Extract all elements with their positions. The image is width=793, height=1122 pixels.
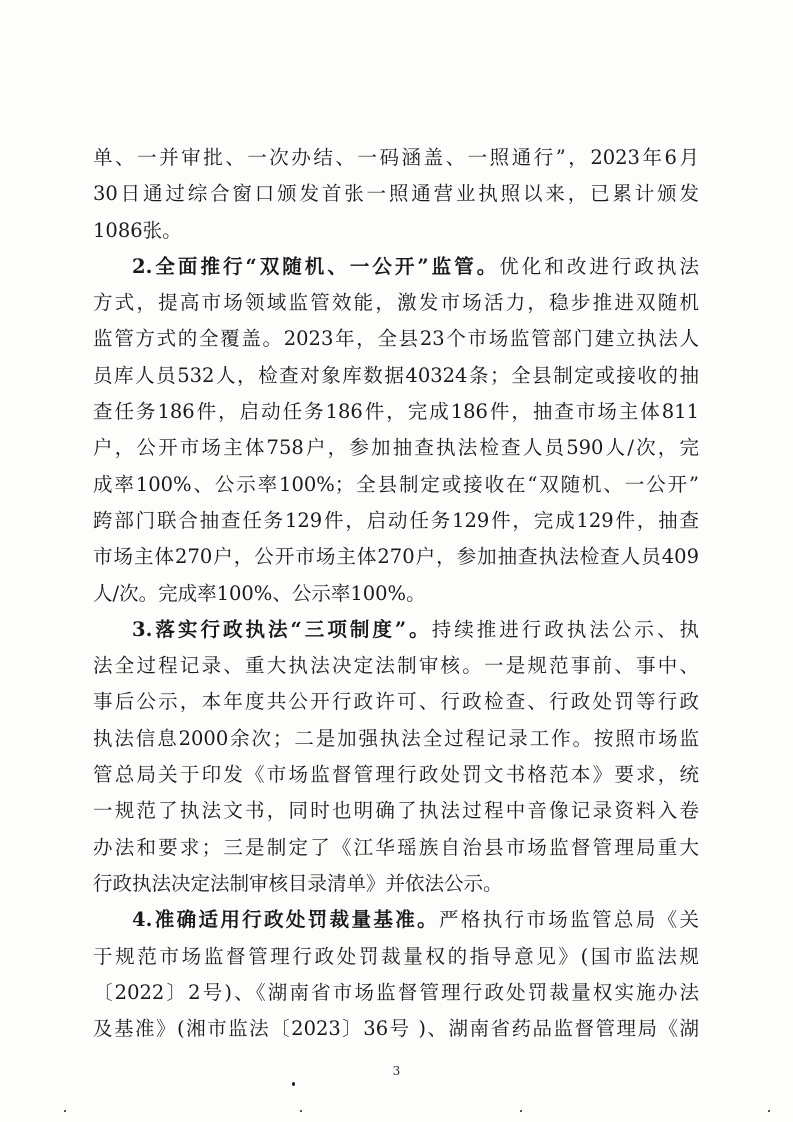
text-line: 办法和要求；三是制定了《江华瑶族自治县市场监督管理局重大: [93, 835, 699, 859]
paragraph-discretion: [93, 902, 699, 1047]
text-line: 员库人员532人，检查对象库数据40324条；全县制定或接收的抽: [93, 363, 699, 387]
text-line: 查任务186件，启动任务186件，完成186件，抽查市场主体811: [93, 400, 699, 424]
text-line: [93, 612, 699, 648]
text-line: 监管方式的全覆盖。2023年，全县23个市场监管部门建立执法人: [93, 327, 699, 351]
text-line: 跨部门联合抽查任务129件，启动任务129件，完成129件，抽查: [93, 508, 699, 532]
text-line: 于规范市场监督管理行政处罚裁量权的指导意见》(国市监法规: [93, 944, 699, 968]
text-line: 成率100%、公示率100%；全县制定或接收在“双随机、一公开”: [93, 472, 699, 496]
scan-speck: [64, 1110, 66, 1112]
scan-speck: [292, 1082, 295, 1086]
text-line: [93, 249, 699, 285]
text-line: 户，公开市场主体758户，参加抽查执法检查人员590人/次，完: [93, 436, 699, 460]
text-line: 〔2022〕2号)、《湖南省市场监督管理行政处罚裁量权实施办法: [93, 980, 699, 1004]
text-line: 事后公示，本年度共公开行政许可、行政检查、行政处罚等行政: [93, 690, 699, 714]
scan-speck: [768, 1110, 770, 1112]
text-line: 管总局关于印发《市场监督管理行政处罚文书格范本》要求，统: [93, 763, 699, 787]
text-line: 方式，提高市场领域监管效能，激发市场活力，稳步推进双随机: [93, 291, 699, 315]
text-run: 持续推进行政执法公示、执: [431, 617, 699, 641]
paragraph-heading: 2.全面推行“双随机、一公开”监管。: [132, 254, 500, 278]
paragraph-double-random: [93, 249, 699, 612]
text-line: 单、一并审批、一次办结、一码涵盖、一照通行”，2023年6月: [93, 146, 699, 169]
page-number: 3: [392, 1064, 401, 1078]
text-line: 人/次。完成率100%、公示率100%。: [93, 581, 426, 605]
text-line: 执法信息2000余次；二是加强执法全过程记录工作。按照市场监: [93, 726, 699, 750]
body-text: [93, 140, 699, 1047]
text-line: 法全过程记录、重大执法决定法制审核。一是规范事前、事中、: [93, 654, 699, 678]
text-run: 严格执行市场监管总局《关: [438, 908, 699, 932]
paragraph-three-systems: [93, 612, 699, 902]
text-line: [93, 902, 699, 938]
text-line: 市场主体270户，公开市场主体270户，参加抽查执法检查人员409: [93, 545, 699, 569]
scan-speck: [300, 1110, 302, 1112]
paragraph-continuation: [93, 140, 699, 249]
text-line: 30日通过综合窗口颁发首张一照通营业执照以来，已累计颁发: [93, 182, 699, 206]
text-line: 1086张。: [93, 218, 182, 242]
paragraph-heading: 4.准确适用行政处罚裁量基准。: [132, 908, 439, 932]
paragraph-heading: 3.落实行政执法“三项制度”。: [132, 617, 432, 641]
text-line: 一规范了执法文书，同时也明确了执法过程中音像记录资料入卷: [93, 799, 699, 823]
scan-speck: [520, 1110, 522, 1112]
text-line: 及基准》(湘市监法〔2023〕36号 )、湖南省药品监督管理局《湖: [93, 1017, 699, 1041]
text-run: 优化和改进行政执法: [499, 254, 699, 278]
text-line: 行政执法决定法制审核目录清单》并依法公示。: [93, 871, 503, 895]
